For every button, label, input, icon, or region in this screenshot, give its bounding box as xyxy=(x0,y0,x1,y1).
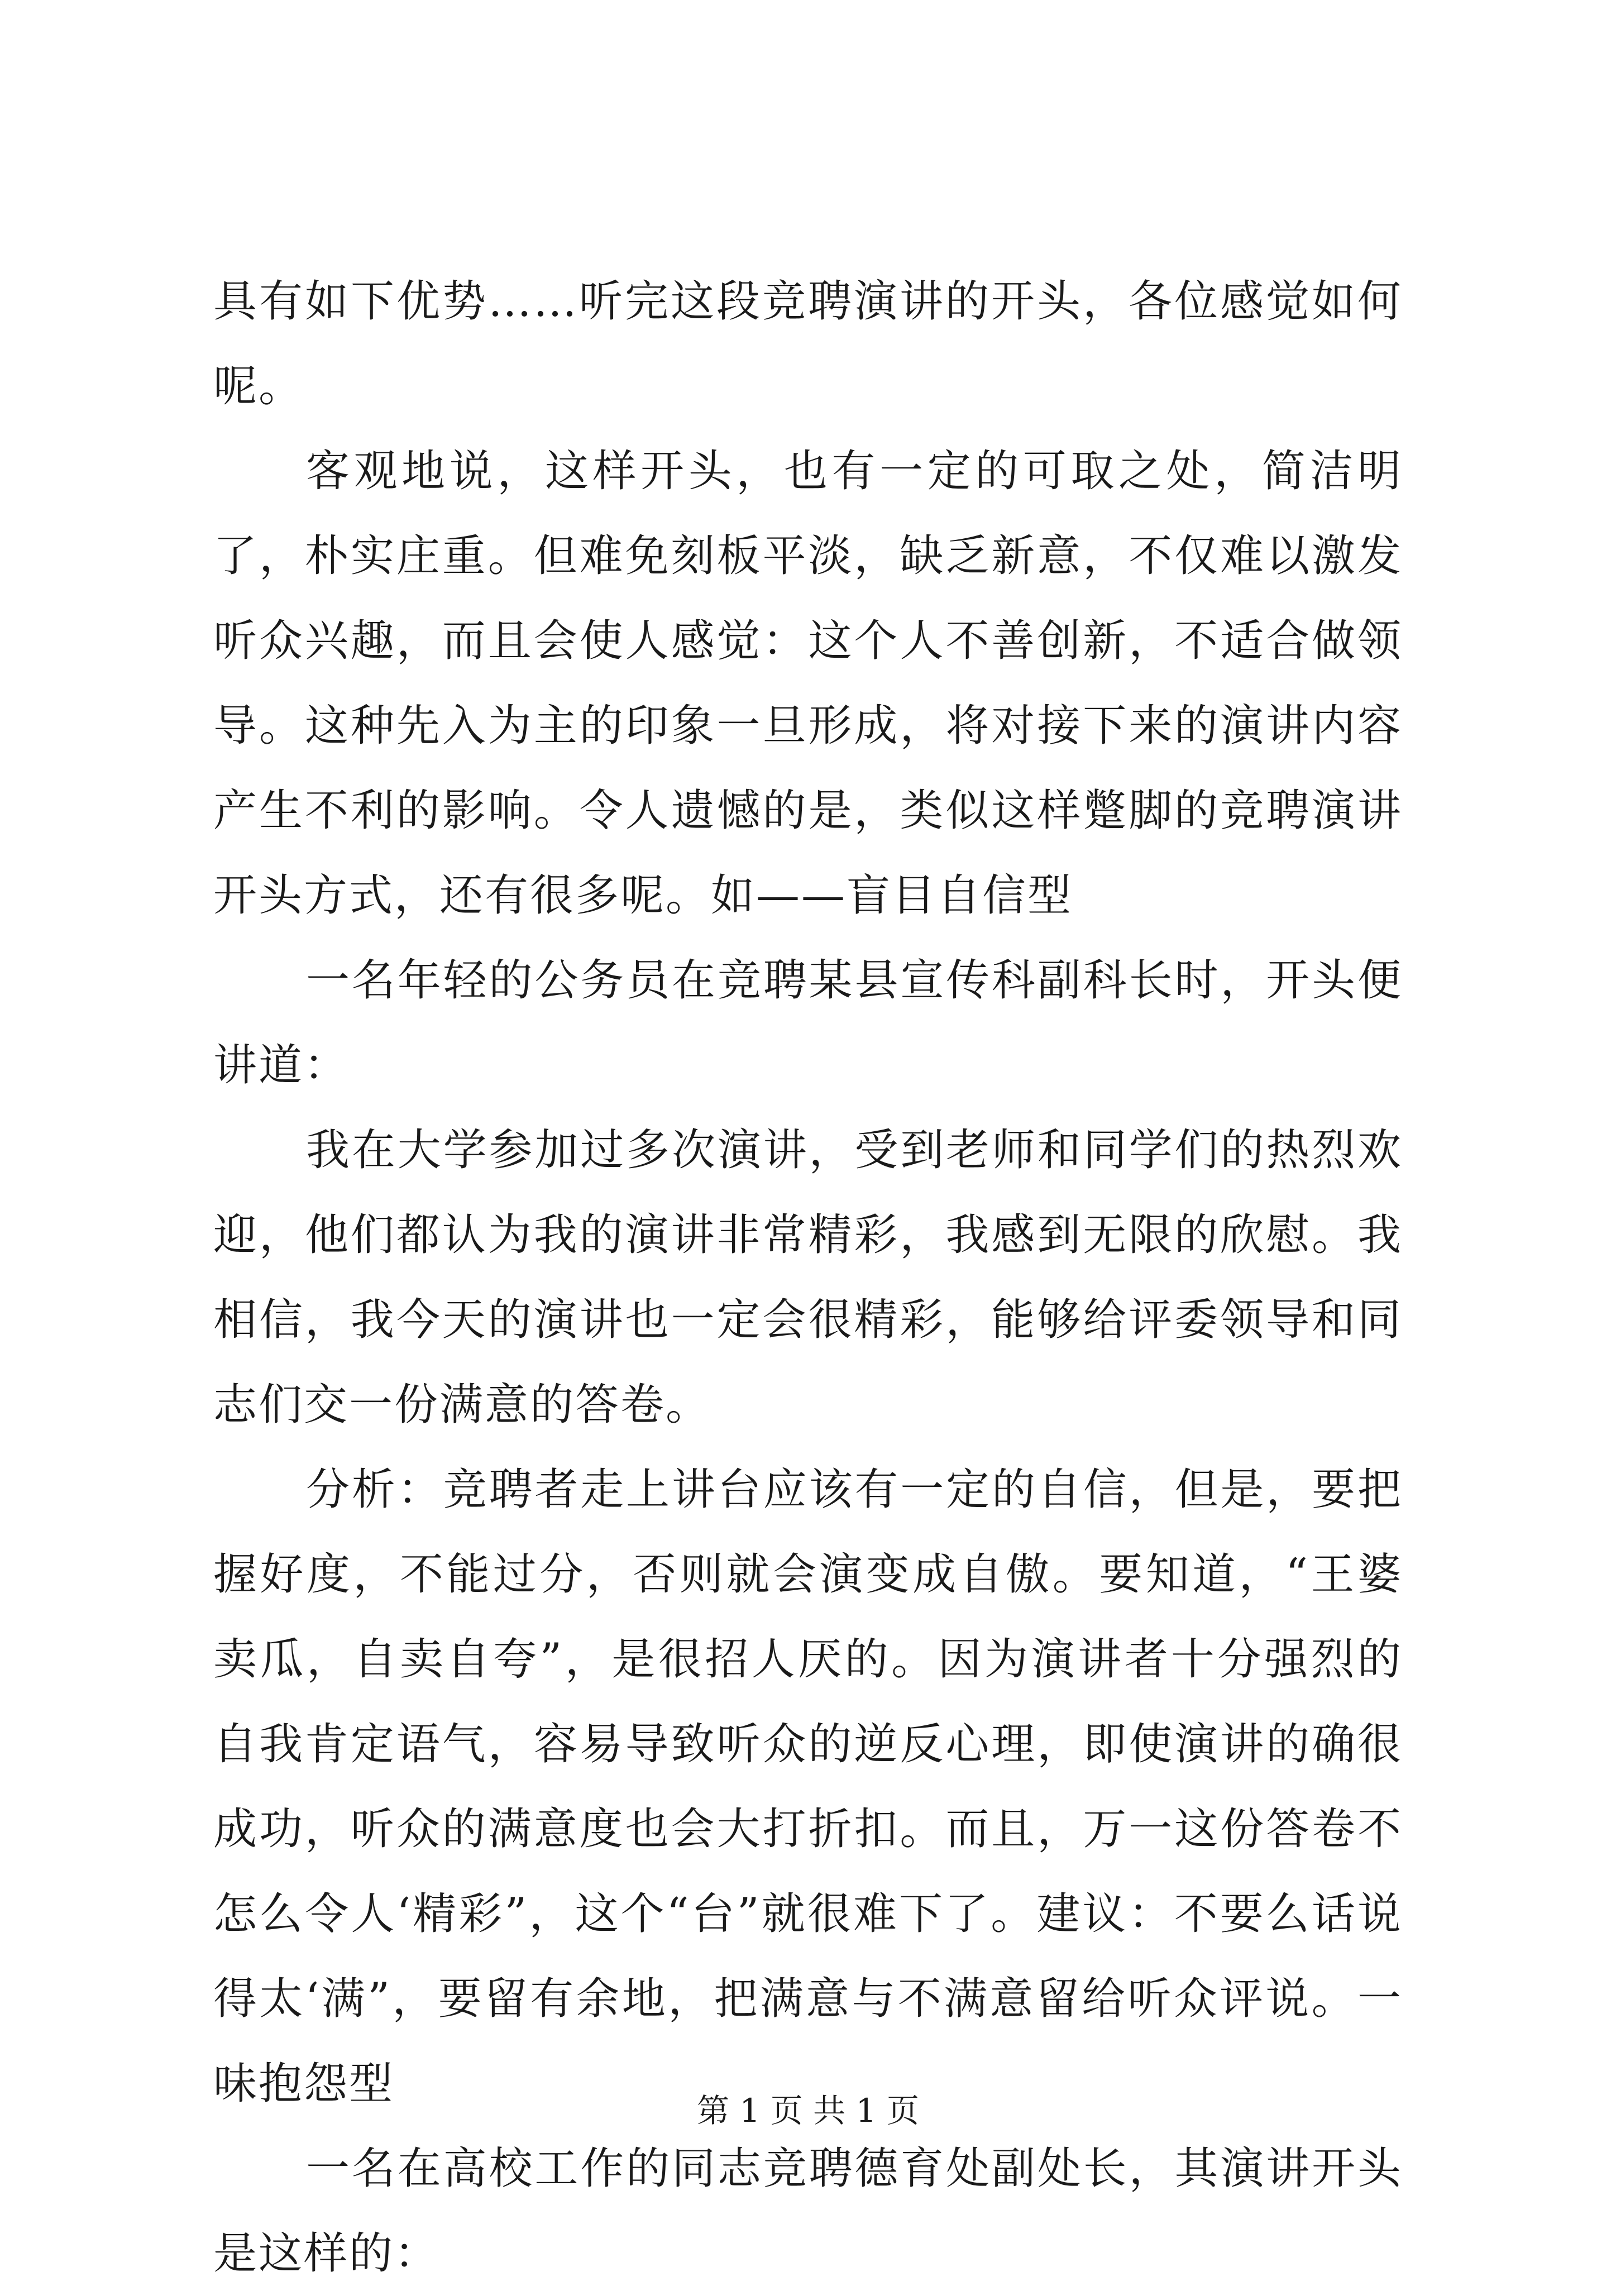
paragraph: 具有如下优势……听完这段竞聘演讲的开头，各位感觉如何呢。 xyxy=(213,276,1403,412)
page-number-footer: 第 1 页 共 1 页 xyxy=(697,2092,919,2130)
paragraph: 一名在高校工作的同志竞聘德育处副处长，其演讲开头是这样的： xyxy=(213,2144,1403,2279)
paragraph: 一名年轻的公务员在竞聘某县宣传科副科长时，开头便讲道： xyxy=(213,955,1403,1090)
paragraph: 客观地说，这样开头，也有一定的可取之处，简洁明了，朴实庄重。但难免刻板平淡，缺乏新意，不仅难以激发听众兴趣，而且会使人感觉：这个人不善创新，不适合做领导。这种先入为主的印象一旦形成，将对接下来的演讲内容产生不利的影响。令人遗憾的是，类似这样蹩脚的竞聘演讲开头方式，还有很多呢。如——盲目自信型 xyxy=(213,446,1403,921)
paragraph: 我在大学参加过多次演讲，受到老师和同学们的热烈欢迎，他们都认为我的演讲非常精彩，我感到无限的欣慰。我相信，我今天的演讲也一定会很精彩，能够给评委领导和同志们交一份满意的答卷。 xyxy=(213,1125,1403,1430)
document-body xyxy=(213,259,1403,2296)
paragraph: 分析：竞聘者走上讲台应该有一定的自信，但是，要把握好度，不能过分，否则就会演变成自傲。要知道，“王婆卖瓜，自卖自夸”，是很招人厌的。因为演讲者十分强烈的自我肯定语气，容易导致听众的逆反心理，即使演讲的确很成功，听众的满意度也会大打折扣。而且，万一这份答卷不怎么令人‘精彩”，这个“台”就很难下了。建议：不要么话说得太‘满”，要留有余地，把满意与不满意留给听众评说。一味抱怨型 xyxy=(213,1465,1403,2109)
